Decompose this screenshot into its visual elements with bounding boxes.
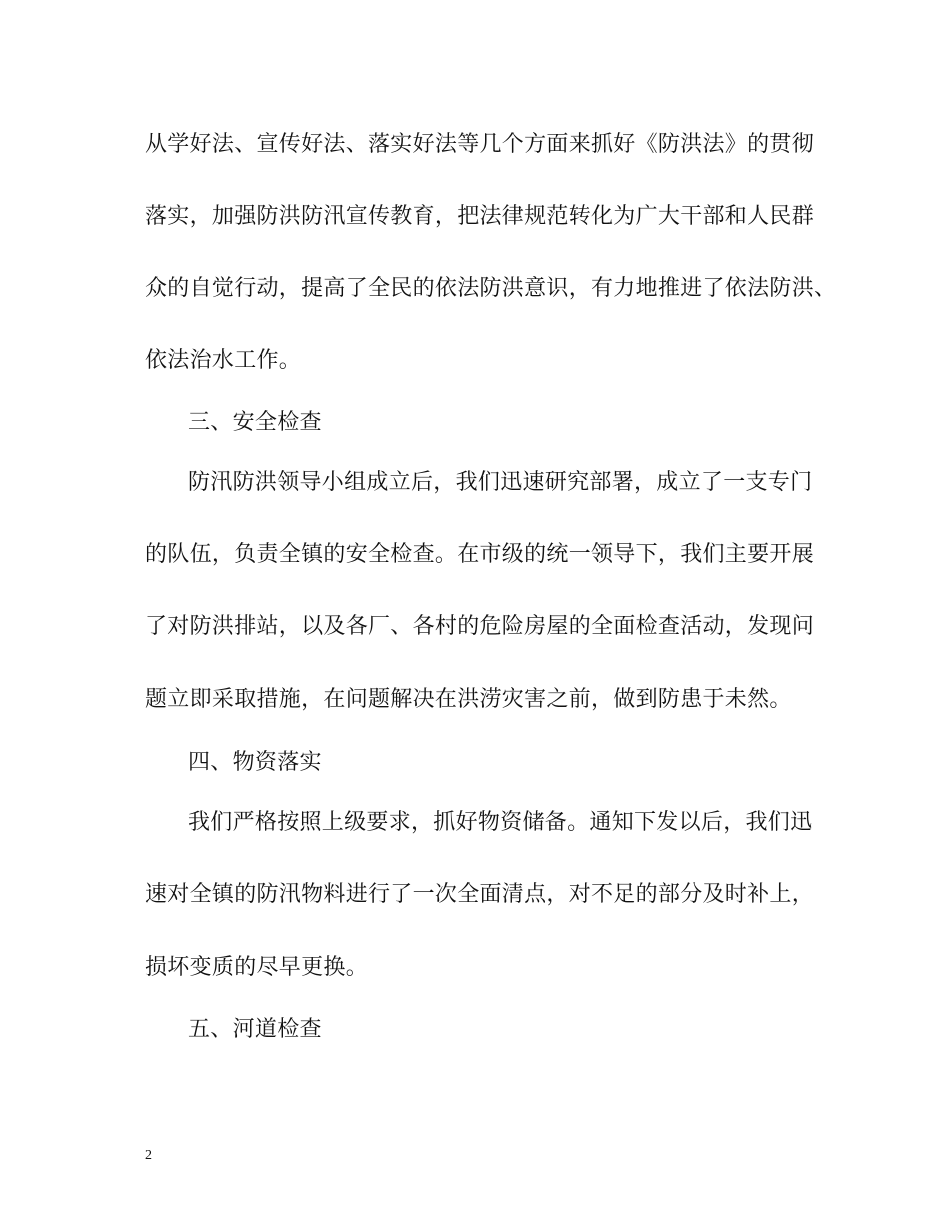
paragraph-line: 依法治水工作。 <box>145 348 302 373</box>
section-heading: 五、河道检查 <box>188 1017 322 1042</box>
paragraph-line: 速对全镇的防汛物料进行了一次全面清点，对不足的部分及时补上， <box>145 882 815 907</box>
paragraph-line: 损坏变质的尽早更换。 <box>145 955 369 980</box>
section-heading: 三、安全检查 <box>188 410 322 435</box>
section-heading: 四、物资落实 <box>188 750 322 775</box>
paragraph-line: 题立即采取措施，在问题解决在洪涝灾害之前，做到防患于未然。 <box>145 687 792 712</box>
paragraph-line: 从学好法、宣传好法、落实好法等几个方面来抓好《防洪法》的贯彻 <box>145 132 815 157</box>
paragraph-line: 落实，加强防洪防汛宣传教育，把法律规范转化为广大干部和人民群 <box>145 204 815 229</box>
page-number: 2 <box>145 1148 152 1163</box>
paragraph-line: 的队伍，负责全镇的安全检查。在市级的统一领导下，我们主要开展 <box>145 542 815 567</box>
paragraph-line: 我们严格按照上级要求，抓好物资储备。通知下发以后，我们迅 <box>188 810 813 835</box>
paragraph-line: 众的自觉行动，提高了全民的依法防洪意识，有力地推进了依法防洪、 <box>145 276 837 301</box>
paragraph-line: 防汛防洪领导小组成立后，我们迅速研究部署，成立了一支专门 <box>188 470 813 495</box>
paragraph-line: 了对防洪排站，以及各厂、各村的危险房屋的全面检查活动，发现问 <box>145 614 815 639</box>
